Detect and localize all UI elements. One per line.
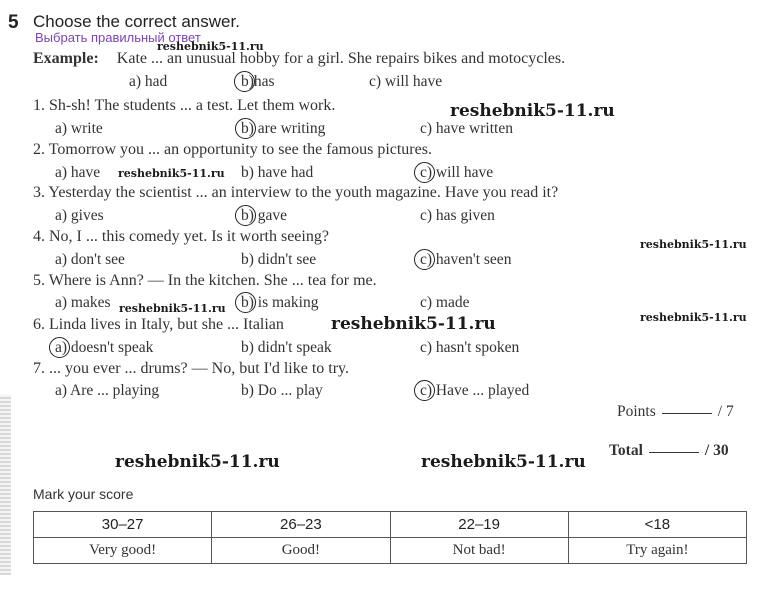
total-blank [649, 452, 699, 453]
score-range: 30–27 [34, 512, 212, 538]
total-max: / 30 [704, 442, 729, 459]
score-mark: Good! [212, 538, 390, 564]
q7-option-b: b) Do ... play [241, 382, 323, 399]
score-mark: Try again! [568, 538, 746, 564]
example-label: Example: [33, 50, 99, 67]
exercise-subtitle-ru: Выбрать правильный ответ [35, 30, 201, 45]
example-text: Kate ... an unusual hobby for a girl. She repairs bikes and motocycles. [116, 50, 566, 67]
watermark: reshebnik5-11.ru [157, 40, 264, 53]
question-1: 1. Sh-sh! The students ... a test. Let them work. [33, 97, 336, 114]
points-max: / 7 [717, 403, 734, 420]
example-option-c: c) will have [369, 73, 443, 90]
watermark: reshebnik5-11.ru [115, 452, 280, 472]
q3-option-b: b) gave [241, 207, 288, 224]
q1-option-c: c) have written [420, 120, 513, 137]
page-edge-shadow [0, 395, 11, 575]
q5-option-b: b) is making [241, 294, 319, 311]
watermark: reshebnik5-11.ru [421, 452, 586, 472]
answer-circle-q7 [414, 380, 435, 401]
exercise-number: 5 [8, 12, 19, 33]
q6-option-a: a) doesn't speak [55, 339, 154, 356]
q5-option-c: c) made [420, 294, 470, 311]
example-option-a: a) had [129, 73, 168, 90]
q4-option-b: b) didn't see [241, 251, 317, 268]
answer-circle-q4 [414, 249, 435, 270]
question-4: 4. No, I ... this comedy yet. Is it worth seeing? [33, 228, 329, 245]
q3-option-a: a) gives [55, 207, 104, 224]
q2-option-b: b) have had [241, 164, 314, 181]
q4-option-a: a) don't see [55, 251, 125, 268]
answer-circle-example [234, 71, 255, 92]
answer-circle-q6 [49, 337, 70, 358]
example-option-b-letter: b) [241, 73, 254, 90]
q4-option-c: c) haven't seen [420, 251, 512, 268]
score-table [33, 511, 747, 564]
q2-option-c: c) will have [420, 164, 494, 181]
watermark: reshebnik5-11.ru [119, 302, 226, 315]
q1-option-a: a) write [55, 120, 103, 137]
example-option-b-text: has [253, 73, 275, 90]
score-mark: Very good! [34, 538, 212, 564]
q6-option-c: c) hasn't spoken [420, 339, 520, 356]
answer-circle-q5 [235, 292, 256, 313]
score-marks-row [34, 538, 747, 564]
question-7: 7. ... you ever ... drums? — No, but I'd like to try. [33, 360, 350, 377]
exercise-title: Choose the correct answer. [33, 12, 240, 31]
q3-option-c: c) has given [420, 207, 495, 224]
question-6: 6. Linda lives in Italy, but she ... Italian [33, 316, 284, 333]
q6-option-b: b) didn't speak [241, 339, 332, 356]
watermark: reshebnik5-11.ru [640, 311, 747, 324]
question-2: 2. Tomorrow you ... an opportunity to see the famous pictures. [33, 141, 432, 158]
question-5: 5. Where is Ann? — In the kitchen. She ... tea for me. [33, 272, 377, 289]
mark-score-title: Mark your score [33, 486, 134, 502]
q7-option-c: c) Have ... played [420, 382, 530, 399]
total-label: Total [609, 442, 643, 459]
watermark: reshebnik5-11.ru [118, 167, 225, 180]
q2-option-a: a) have [55, 164, 101, 181]
q1-option-b: b) are writing [241, 120, 326, 137]
example-line [33, 50, 565, 68]
question-3: 3. Yesterday the scientist ... an interview to the youth magazine. Have you read it? [33, 184, 559, 201]
q5-option-a: a) makes [55, 294, 111, 311]
answer-circle-q3 [235, 205, 256, 226]
watermark: reshebnik5-11.ru [331, 314, 496, 334]
total-row [609, 442, 729, 460]
score-range: 22–19 [390, 512, 568, 538]
watermark: reshebnik5-11.ru [450, 101, 615, 121]
score-mark: Not bad! [390, 538, 568, 564]
score-ranges-row [34, 512, 747, 538]
score-range: 26–23 [212, 512, 390, 538]
points-label: Points [617, 403, 656, 420]
answer-circle-q1 [235, 118, 256, 139]
points-blank [662, 413, 712, 414]
watermark: reshebnik5-11.ru [640, 238, 747, 251]
score-range: <18 [568, 512, 746, 538]
q7-option-a: a) Are ... playing [55, 382, 160, 399]
answer-circle-q2 [414, 162, 435, 183]
points-row [617, 403, 734, 421]
